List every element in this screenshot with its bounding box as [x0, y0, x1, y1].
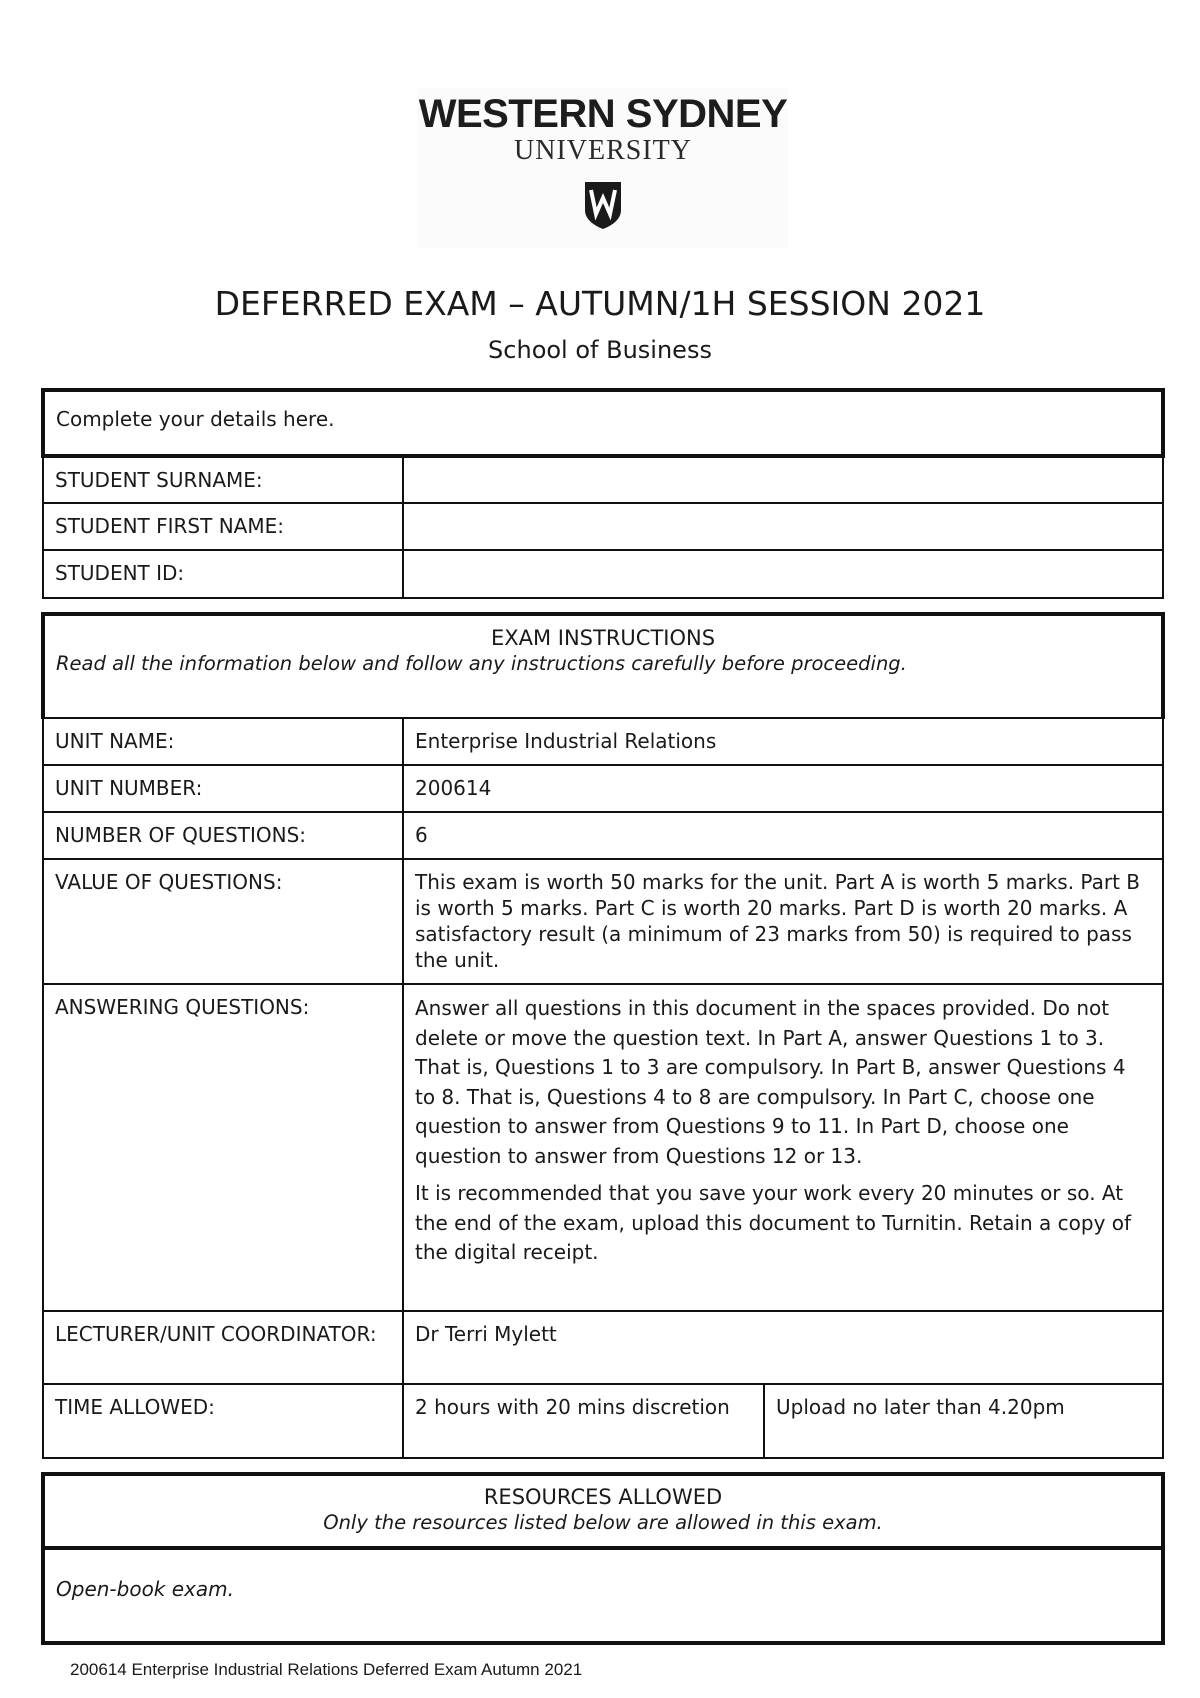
num-questions-label: NUMBER OF QUESTIONS:	[43, 812, 403, 859]
table-row	[43, 718, 1163, 765]
table-row	[43, 984, 1163, 1311]
resources-heading: RESOURCES ALLOWED	[483, 1485, 723, 1509]
exam-instructions-table	[41, 612, 1165, 1459]
details-intro	[43, 390, 1163, 456]
lecturer-label: LECTURER/UNIT COORDINATOR:	[43, 1311, 403, 1384]
unit-number-value: 200614	[403, 765, 1163, 812]
shield-w-icon	[583, 180, 623, 230]
university-logo	[418, 88, 788, 248]
student-id-field[interactable]	[403, 550, 1163, 598]
instructions-subheading: Read all the information below and follow any instructions carefully before proceeding.	[56, 652, 907, 675]
answering-paragraph-2: It is recommended that you save your work every 20 minutes or so. At the end of the exam, upload this document to Turnitin. Retain a copy of the digital receipt.	[415, 1181, 1132, 1264]
unit-number-label: UNIT NUMBER:	[43, 765, 403, 812]
time-allowed-label: TIME ALLOWED:	[43, 1384, 403, 1458]
resources-content: Open-book exam.	[43, 1548, 1163, 1643]
lecturer-value: Dr Terri Mylett	[403, 1311, 1163, 1384]
unit-name-label: UNIT NAME:	[43, 718, 403, 765]
instructions-heading: EXAM INSTRUCTIONS	[490, 626, 716, 650]
answering-cell	[403, 984, 1163, 1311]
instructions-header	[43, 614, 1163, 718]
upload-deadline-value: Upload no later than 4.20pm	[764, 1384, 1163, 1458]
table-row	[43, 859, 1163, 984]
num-questions-value: 6	[403, 812, 1163, 859]
first-name-field[interactable]	[403, 503, 1163, 550]
resources-header	[43, 1474, 1163, 1548]
answering-label: ANSWERING QUESTIONS:	[43, 984, 403, 1311]
table-row	[43, 812, 1163, 859]
unit-name-value: Enterprise Industrial Relations	[403, 718, 1163, 765]
page-title: DEFERRED EXAM – AUTUMN/1H SESSION 2021	[214, 284, 986, 323]
table-row	[43, 550, 1163, 598]
time-allowed-value: 2 hours with 20 mins discretion	[403, 1384, 764, 1458]
logo-wordmark-line2: UNIVERSITY	[514, 135, 692, 166]
first-name-label: STUDENT FIRST NAME:	[43, 503, 403, 550]
student-id-label: STUDENT ID:	[43, 550, 403, 598]
table-row	[43, 456, 1163, 503]
logo-wordmark-line1: WESTERN SYDNEY	[418, 92, 788, 136]
value-text: This exam is worth 50 marks for the unit. Part A is worth 5 marks. Part B is worth 5 marks. Part C is worth 20 marks. Part D is worth 20 marks. A satisfactory result (a minimum of 23 marks from 50) is required to pass the unit.	[403, 859, 1163, 984]
page-subtitle: School of Business	[488, 336, 712, 364]
surname-field[interactable]	[403, 456, 1163, 503]
table-row	[43, 765, 1163, 812]
surname-label: STUDENT SURNAME:	[43, 456, 403, 503]
resources-table	[41, 1472, 1165, 1645]
page-footer: 200614 Enterprise Industrial Relations Deferred Exam Autumn 2021	[70, 1660, 583, 1679]
details-intro-text: Complete your details here.	[56, 407, 335, 431]
value-label: VALUE OF QUESTIONS:	[43, 859, 403, 984]
table-row	[43, 1384, 1163, 1458]
resources-subheading: Only the resources listed below are allowed in this exam.	[323, 1511, 883, 1534]
student-details-table	[41, 388, 1165, 599]
table-row	[43, 1311, 1163, 1384]
table-row	[43, 503, 1163, 550]
answering-paragraph-1: Answer all questions in this document in the spaces provided. Do not delete or move the question text. In Part A, answer Questions 1 to 3. That is, Questions 1 to 3 are compulsory. In Part B, answer Questions 4 to 8. That is, Questions 4 to 8 are compulsory. In Part C, choose one question to answer from Questions 9 to 11. In Part D, choose one question to answer from Questions 12 or 13.	[415, 996, 1126, 1168]
